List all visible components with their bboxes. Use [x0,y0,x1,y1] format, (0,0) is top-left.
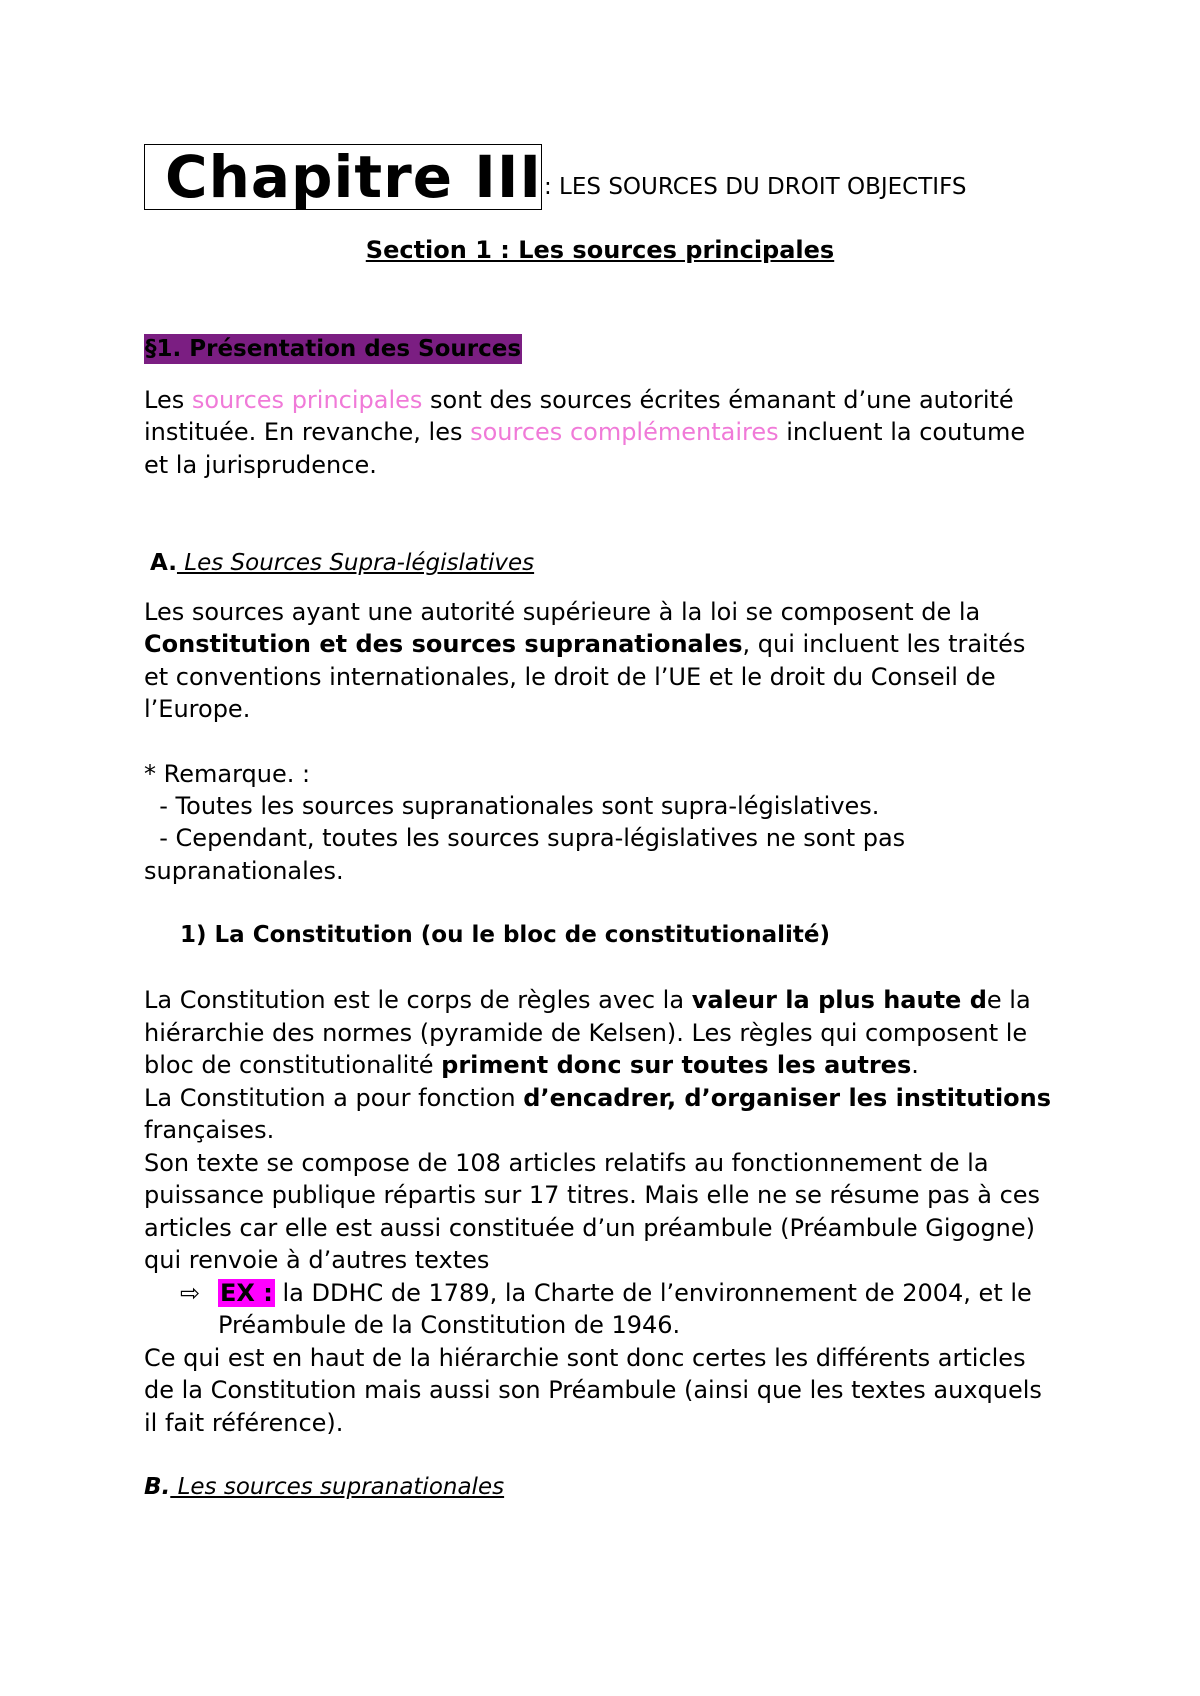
text-run: sont des sources écrites émanant d’une autorité [422,386,1014,414]
text-run: , qui incluent les traités [742,630,1026,658]
chapter-subtitle: : LES SOURCES DU DROIT OBJECTIFS [544,174,967,200]
remark-item-1: - Toutes les sources supranationales sont supra-législatives. [144,792,880,820]
text-run: incluent la coutume [778,418,1026,446]
bold-run: valeur la plus haute d [691,986,987,1014]
part-a-line-2 [144,628,1025,661]
paragraph-heading-1: §1. Présentation des Sources [145,336,522,362]
example-label: EX : [220,1279,273,1307]
part-a-line-1: Les sources ayant une autorité supérieure à la loi se composent de la [144,598,981,626]
part-b-heading [144,1472,504,1502]
text-run: la DDHC de 1789, la Charte de l’environnement de 2004, et le [274,1279,1032,1307]
text-run: bloc de constitutionalité [144,1051,442,1079]
text-run: e la [986,986,1031,1014]
chapter-label: Chapitre III [165,143,542,211]
remark-item-2-cont: supranationales. [144,857,344,885]
chapter-title-box [144,144,542,210]
highlight-sources-principales: sources principales [191,386,423,414]
constitution-line-3 [144,1049,919,1082]
remark-heading: * Remarque. : [144,760,311,788]
part-a-title: Les Sources Supra-législatives [176,550,535,576]
constitution-heading: 1) La Constitution (ou le bloc de constitutionalité) [180,922,830,948]
part-a-heading [150,548,534,578]
para1-line-1 [144,384,1014,417]
constitution-line-9: qui renvoie à d’autres textes [144,1246,490,1274]
example-line-1 [180,1277,1032,1310]
constitution-line-2: hiérarchie des normes (pyramide de Kelsen). Les règles qui composent le [144,1019,1028,1047]
para1-line-3: et la jurisprudence. [144,451,377,479]
constitution-line-11: de la Constitution mais aussi son Préambule (ainsi que les textes auxquels [144,1376,1042,1404]
constitution-line-6: Son texte se compose de 108 articles relatifs au fonctionnement de la [144,1149,989,1177]
text-run: instituée. En revanche, les [144,418,471,446]
part-b-title: Les sources supranationales [170,1474,505,1500]
constitution-line-4 [144,1082,1051,1115]
section-title: Section 1 : Les sources principales [365,236,835,264]
constitution-line-10: Ce qui est en haut de la hiérarchie sont donc certes les différents articles [144,1344,1026,1372]
arrow-right-icon: ⇨ [180,1279,201,1307]
part-a-line-4: l’Europe. [144,695,251,723]
remark-item-2: - Cependant, toutes les sources supra-législatives ne sont pas [144,824,906,852]
para1-line-2 [144,416,1025,449]
highlight-sources-complementaires: sources complémentaires [470,418,779,446]
constitution-line-1 [144,984,1031,1017]
constitution-line-12: il fait référence). [144,1409,344,1437]
constitution-line-5: françaises. [144,1116,275,1144]
text-run: Les [144,386,192,414]
bold-run: d’encadrer, d’organiser les institutions [523,1084,1052,1112]
text-run: La Constitution est le corps de règles avec la [144,986,692,1014]
text-run: La Constitution a pour fonction [144,1084,524,1112]
part-b-letter: B. [144,1474,171,1500]
bold-run: Constitution et des sources supranationales [144,630,743,658]
part-a-line-3: et conventions internationales, le droit de l’UE et le droit du Conseil de [144,663,996,691]
constitution-line-8: articles car elle est aussi constituée d’un préambule (Préambule Gigogne) [144,1214,1036,1242]
example-line-2: Préambule de la Constitution de 1946. [218,1311,681,1339]
constitution-line-7: puissance publique répartis sur 17 titres. Mais elle ne se résume pas à ces [144,1181,1041,1209]
bold-run: priment donc sur toutes les autres [441,1051,912,1079]
text-run: . [911,1051,919,1079]
part-a-letter: A. [150,550,177,576]
